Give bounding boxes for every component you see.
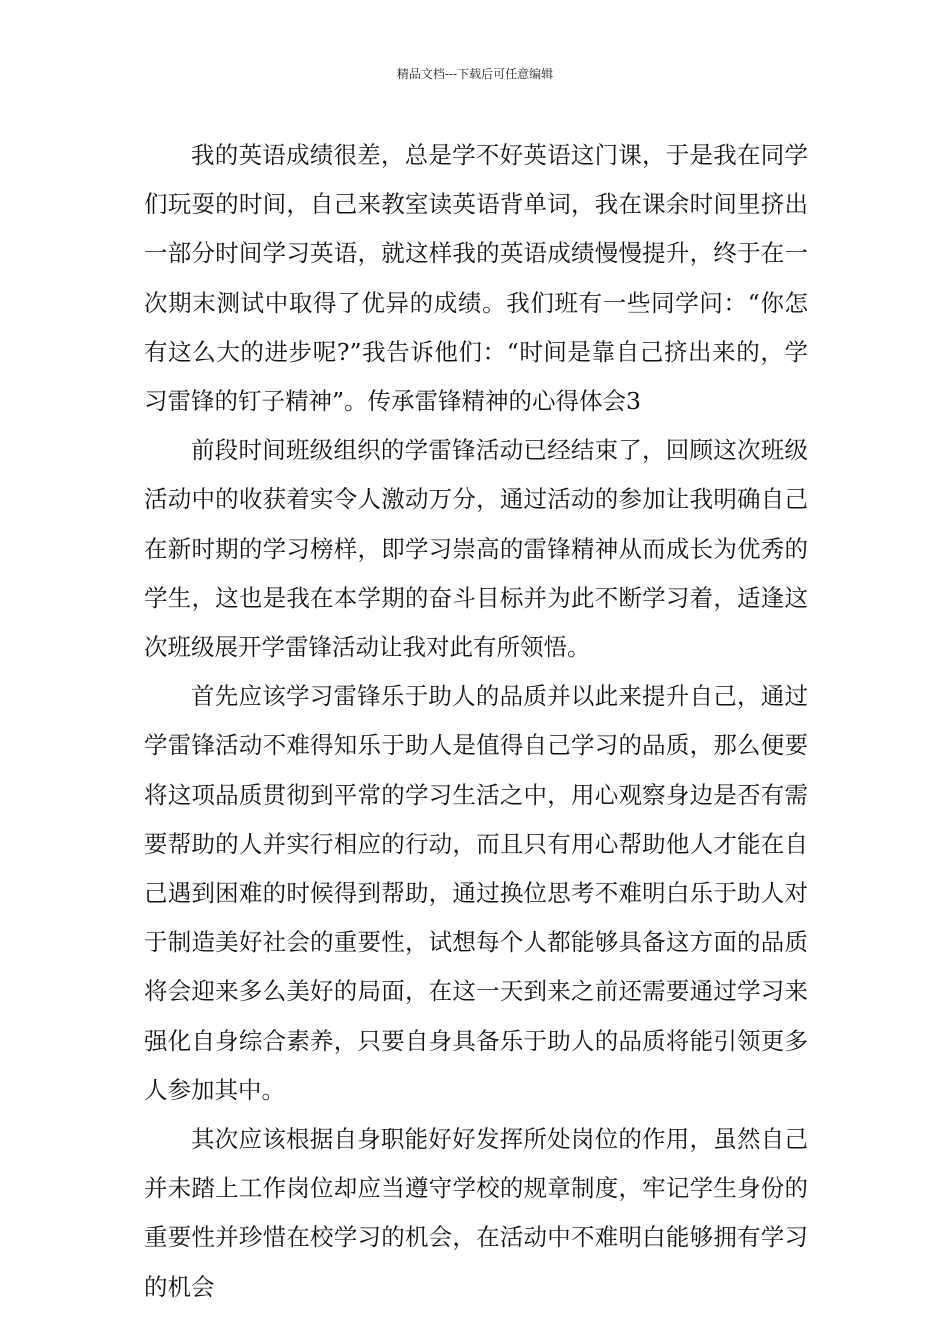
paragraph: 我的英语成绩很差，总是学不好英语这门课，于是我在同学们玩耍的时间，自己来教室读英语背单词，我在课余时间里挤出一部分时间学习英语，就这样我的英语成绩慢慢提升，终于在一次期末测试中取得了优异的成绩。我们班有一些同学问：“你怎有这么大的进步呢?”我告诉他们：“时间是靠自己挤出来的，学习雷锋的钉子精神”。传承雷锋精神的心得体会3 bbox=[144, 141, 808, 416]
paragraph: 首先应该学习雷锋乐于助人的品质并以此来提升自己，通过学雷锋活动不难得知乐于助人是值得自己学习的品质，那么便要将这项品质贯彻到平常的学习生活之中，用心观察身边是否有需要帮助的人并实行相应的行动，而且只有用心帮助他人才能在自己遇到困难的时候得到帮助，通过换位思考不难明白乐于助人对于制造美好社会的重要性，试想每个人都能够具备这方面的品质将会迎来多么美好的局面，在这一天到来之前还需要通过学习来强化自身综合素养，只要自身具备乐于助人的品质将能引领更多人参加其中。 bbox=[144, 682, 808, 1104]
paragraph: 前段时间班级组织的学雷锋活动已经结束了，回顾这次班级活动中的收获着实令人激动万分，通过活动的参加让我明确自己在新时期的学习榜样，即学习崇高的雷锋精神从而成长为优秀的学生，这也是我在本学期的奋斗目标并为此不断学习着，适逢这次班级展开学雷锋活动让我对此有所领悟。 bbox=[144, 436, 808, 662]
paragraph: 其次应该根据自身职能好好发挥所处岗位的作用，虽然自己并未踏上工作岗位却应当遵守学校的规章制度，牢记学生身份的重要性并珍惜在校学习的机会，在活动中不难明白能够拥有学习的机会 bbox=[144, 1125, 808, 1301]
document-body bbox=[144, 131, 808, 1312]
page-header: 精品文档---下载后可任意编辑 bbox=[396, 67, 554, 81]
